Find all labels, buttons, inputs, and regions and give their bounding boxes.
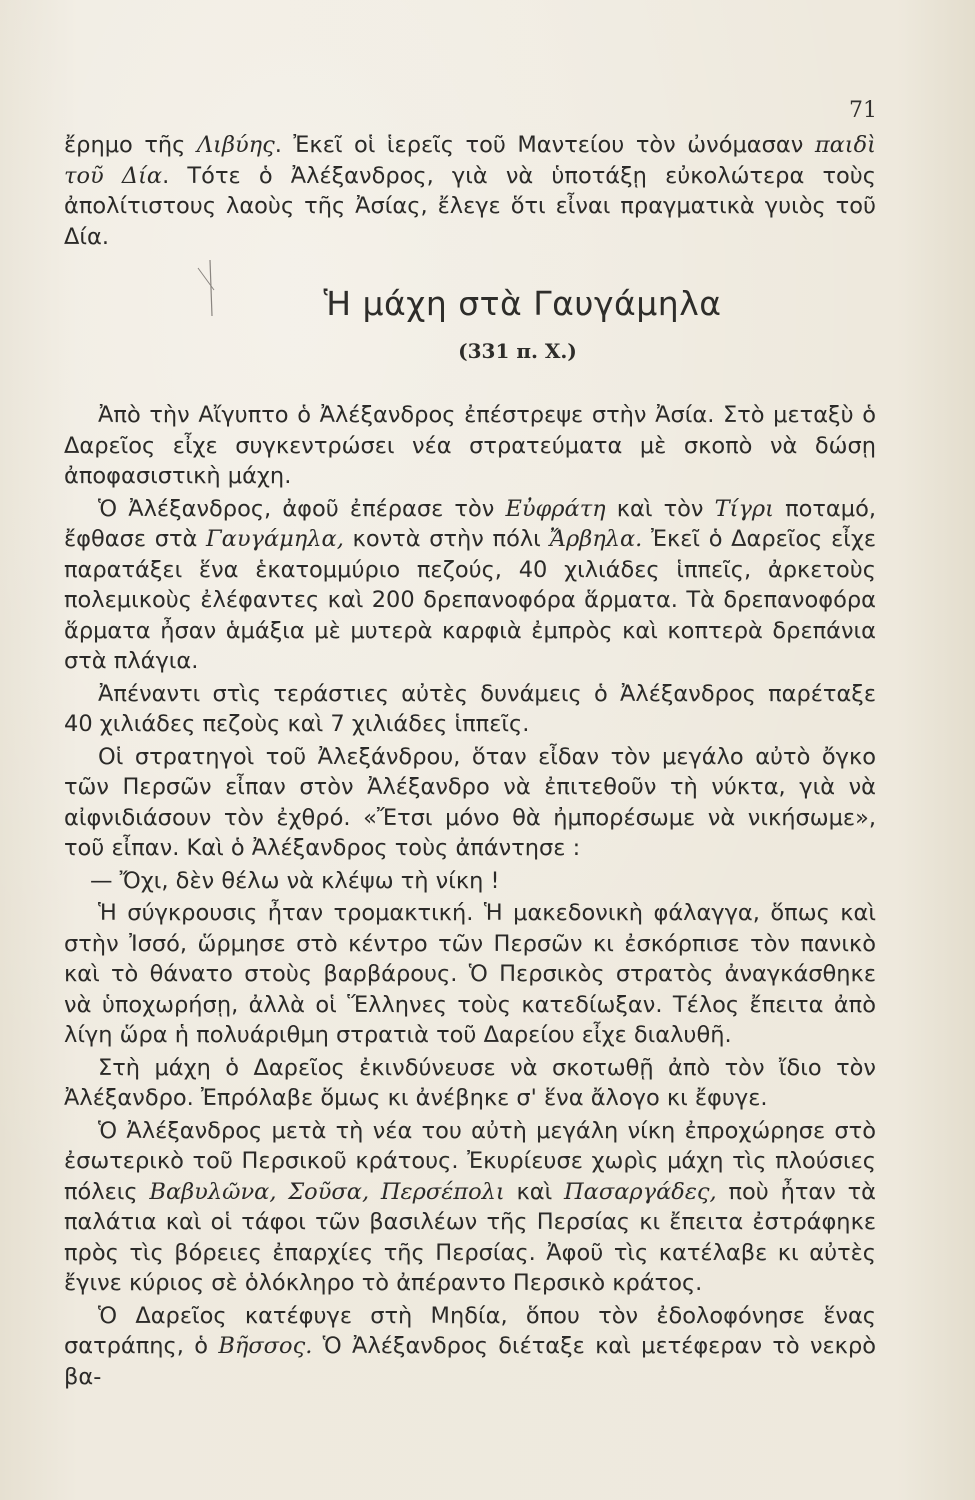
dialogue-line: — Ὄχι, δὲν θέλω νὰ κλέψω τὴ νίκη ! <box>90 867 500 894</box>
paragraph: Στὴ μάχη ὁ Δαρεῖος ἐκινδύνευσε νὰ σκοτωθῇ ἀπὸ τὸν ἴδιο τὸν Ἀλέξανδρο. Ἐπρόλαβε ὅμως κι ἀνέβηκε σ' ἕνα ἄλογο κι ἔφυγε. <box>64 1054 876 1111</box>
intro-paragraph: ἔρημο τῆς Λιβύης. Ἐκεῖ οἱ ἱερεῖς τοῦ Μαντείου τὸν ὠνόμασαν παιδὶ τοῦ Δία. Τότε ὁ Ἀλέξανδρος, γιὰ νὰ ὑποτάξῃ εὐκολώτερα τοὺς ἀπολίτιστους λαοὺς τῆς Ἀσίας, ἔλεγε ὅτι εἶναι πραγματικὰ γυιὸς τοῦ Δία. <box>64 132 876 250</box>
page-number: 71 <box>849 98 877 123</box>
paragraph: Οἱ στρατηγοὶ τοῦ Ἀλεξάνδρου, ὅταν εἶδαν τὸν μεγάλο αὐτὸ ὄγκο τῶν Περσῶν εἶπαν στὸν Ἀλέξανδρο νὰ ἐπιτεθοῦν τὴ νύκτα, γιὰ νὰ αἰφνιδιάσουν τὸν ἐχθρό. «Ἔτσι μόνο θὰ ἠμπορέσωμε νὰ νικήσωμε», τοῦ εἶπαν. Καὶ ὁ Ἀλέξανδρος τοὺς ἀπάντησε : <box>64 743 876 861</box>
paragraph: Ὁ Ἀλέξανδρος, ἀφοῦ ἐπέρασε τὸν Εὐφράτη καὶ τὸν Τίγρι ποταμό, ἔφθασε στὰ Γαυγάμηλα, κοντὰ στὴν πόλι Ἄρβηλα. Ἐκεῖ ὁ Δαρεῖος εἶχε παρατάξει ἕνα ἑκατομμύριο πεζούς, 40 χιλιάδες ἱππεῖς, ἀρκετοὺς πολεμικοὺς ἐλέφαντες καὶ 200 δρεπανοφόρα ἅρματα. Τὰ δρεπανοφόρα ἅρματα ἦσαν ἁμάξια μὲ μυτερὰ καρφιὰ ἐμπρὸς καὶ κοπτερὰ δρεπάνια στὰ πλάγια. <box>64 495 877 674</box>
paragraph: Ἡ σύγκρουσις ἦταν τρομακτική. Ἡ μακεδονικὴ φάλαγγα, ὅπως καὶ στὴν Ἰσσό, ὥρμησε στὸ κέντρο τῶν Περσῶν κι ἐσκόρπισε τὸν πανικὸ καὶ τὸ θάνατο στοὺς βαρβάρους. Ὁ Περσικὸς στρατὸς ἀναγκάσθηκε νὰ ὑποχωρήσῃ, ἀλλὰ οἱ Ἕλληνες τοὺς κατεδίωξαν. Τέλος ἔπειτα ἀπὸ λίγη ὥρα ἡ πολυάριθμη στρατιὰ τοῦ Δαρείου εἶχε διαλυθῆ. <box>64 900 876 1048</box>
section-title: Ἡ μάχη στὰ Γαυγάμηλα <box>323 284 722 323</box>
intro-text <box>64 130 876 252</box>
paragraph: Ὁ Δαρεῖος κατέφυγε στὴ Μηδία, ὅπου τὸν ἐδολοφόνησε ἕνας σατράπης, ὁ Βῆσσος. Ὁ Ἀλέξανδρος διέταξε καὶ μετέφεραν τὸ νεκρὸ βα- <box>64 1302 876 1390</box>
paragraph: Ἀπέναντι στὶς τεράστιες αὐτὲς δυνάμεις ὁ Ἀλέξανδρος παρέταξε 40 χιλιάδες πεζοὺς καὶ 7 χιλιάδες ἱππεῖς. <box>64 680 876 737</box>
section-date: (331 π. Χ.) <box>458 339 577 363</box>
body-text <box>64 400 876 1392</box>
paragraph: Ἀπὸ τὴν Αἴγυπτο ὁ Ἀλέξανδρος ἐπέστρεψε στὴν Ἀσία. Στὸ μεταξὺ ὁ Δαρεῖος εἶχε συγκεντρώσει νέα στρατεύματα μὲ σκοπὸ νὰ δώσῃ ἀποφασιστικὴ μάχη. <box>64 402 876 489</box>
paragraph: Ὁ Ἀλέξανδρος μετὰ τὴ νέα του αὐτὴ μεγάλη νίκη ἐπροχώρησε στὸ ἐσωτερικὸ τοῦ Περσικοῦ κράτους. Ἐκυρίευσε χωρὶς μάχη τὶς πλούσιες πόλεις Βαβυλῶνα, Σοῦσα, Περσέπολι καὶ Πασαργάδες, ποὺ ἦταν τὰ παλάτια καὶ οἱ τάφοι τῶν βασιλέων τῆς Περσίας κι ἔπειτα ἐστράφηκε πρὸς τὶς βόρειες ἐπαρχίες τῆς Περσίας. Ἀφοῦ τὶς κατέλαβε κι αὐτὲς ἔγινε κύριος σὲ ὁλόκληρο τὸ ἀπέραντο Περσικὸ κράτος. <box>64 1117 876 1296</box>
section-heading <box>0 284 975 363</box>
